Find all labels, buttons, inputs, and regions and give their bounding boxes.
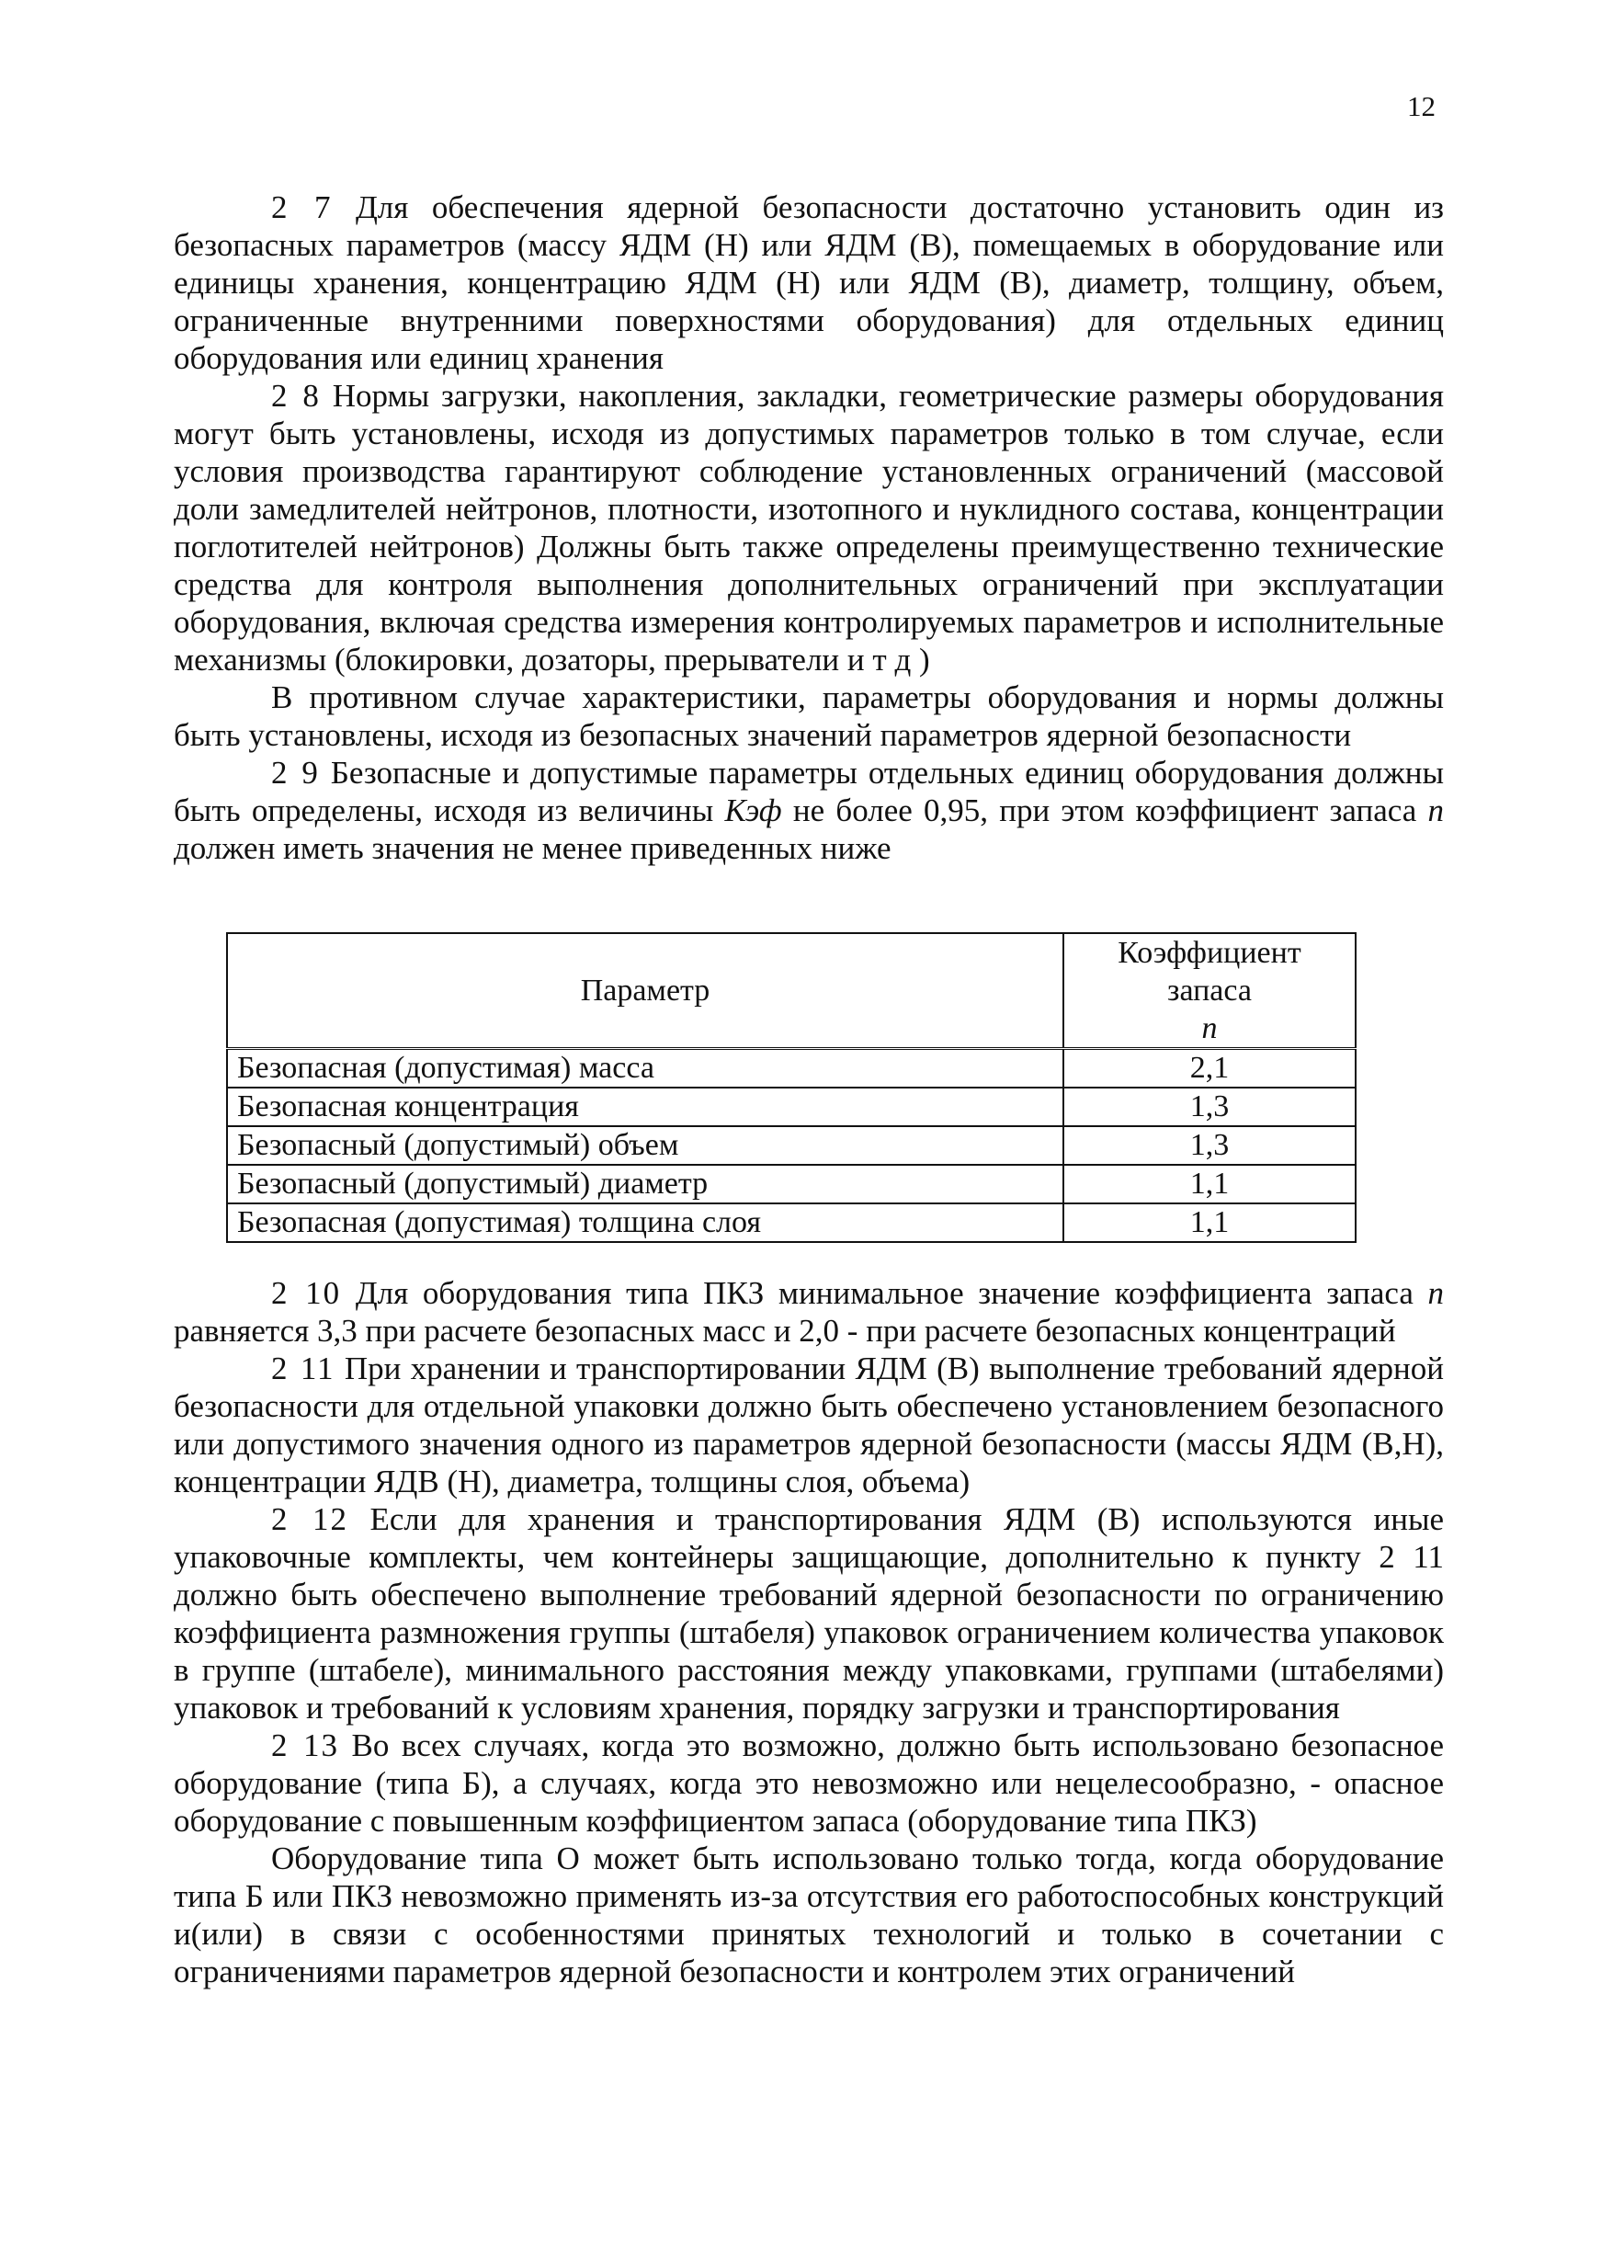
paragraph-2-9 xyxy=(174,754,1444,867)
paragraph-2-11 xyxy=(174,1350,1444,1500)
n-symbol: n xyxy=(1427,1275,1445,1311)
table-row xyxy=(227,1088,1356,1126)
table-cell-coefficient: 1,1 xyxy=(1063,1203,1356,1242)
table-row xyxy=(227,1049,1356,1088)
clause-number: 2 7 xyxy=(271,189,333,225)
paragraph-otherwise xyxy=(174,678,1444,754)
safety-coefficient-table xyxy=(226,932,1357,1243)
table-row xyxy=(227,1126,1356,1165)
paragraph-text: равняется 3,3 при расчете безопасных масс и 2,0 - при расчете безопасных концентраций xyxy=(174,1313,1396,1349)
paragraph-text: Во всех случаях, когда это возможно, должно быть использовано безопасное оборудование (типа Б), а случаях, когда это невозможно или нецелесообразно, - опасное оборудование с повышенным коэффициентом запаса (оборудование типа ПКЗ) xyxy=(174,1727,1445,1839)
paragraph-type-o xyxy=(174,1840,1444,1990)
clause-number: 2 11 xyxy=(271,1351,335,1386)
clause-number: 2 8 xyxy=(271,378,321,414)
paragraph-2-8 xyxy=(174,377,1444,678)
column-header-coefficient xyxy=(1063,933,1356,1049)
table-cell-coefficient: 1,3 xyxy=(1063,1088,1356,1126)
table-cell-coefficient: 2,1 xyxy=(1063,1049,1356,1088)
page-number: 12 xyxy=(1407,90,1436,122)
table-row xyxy=(227,1165,1356,1203)
header-coef-line2: запаса xyxy=(1167,974,1252,1008)
paragraph-text: При хранении и транспортировании ЯДМ (В) выполнение требований ядерной безопасности для отдельной упаковки должно быть обеспечено установлением безопасного или допустимого значения одного из параметров ядерной безопасности (массы ЯДМ (В,Н), концентрации ЯДВ (Н), диаметра, толщины слоя, объема) xyxy=(174,1351,1445,1499)
n-symbol: n xyxy=(1427,792,1445,828)
paragraph-text: Оборудование типа О может быть использовано только тогда, когда оборудование типа Б или ПКЗ невозможно применять из-за отсутствия его работоспособных конструкций и(или) в связи с особенностями принятых технологий и только в сочетании с ограничениями параметров ядерной безопасности и контролем этих ограничений xyxy=(174,1841,1444,1989)
column-header-parameter: Параметр xyxy=(227,933,1063,1049)
table-cell-parameter: Безопасная (допустимая) масса xyxy=(227,1049,1063,1088)
clause-number: 2 13 xyxy=(271,1727,340,1763)
k-eff-symbol: Кэф xyxy=(724,792,782,828)
header-coef-line1: Коэффициент xyxy=(1118,936,1301,970)
table-cell-coefficient: 1,3 xyxy=(1063,1126,1356,1165)
paragraph-text: Безопасные и допустимые параметры отдельных единиц оборудования должны быть определены, исходя из величины xyxy=(174,755,1445,828)
paragraph-2-12 xyxy=(174,1500,1444,1727)
clause-number: 2 10 xyxy=(271,1275,342,1311)
paragraph-2-13 xyxy=(174,1727,1444,1840)
paragraph-text: Если для хранения и транспортирования ЯДМ (В) используются иные упаковочные комплекты, чем контейнеры защищающие, дополнительно к пункту 2 11 должно быть обеспечено выполнение требований ядерной безопасности по ограничению коэффициента размножения группы (штабеля) упаковок ограничением количества упаковок в группе (штабеле), минимального расстояния между упаковками, группами (штабелями) упаковок и требований к условиям хранения, порядку загрузки и транспортирования xyxy=(174,1501,1444,1726)
text-block-top xyxy=(174,188,1444,867)
clause-number: 2 9 xyxy=(271,755,320,791)
table-cell-parameter: Безопасная концентрация xyxy=(227,1088,1063,1126)
paragraph-text: не более 0,95, при этом коэффициент запаса xyxy=(781,792,1428,828)
header-coef-symbol: n xyxy=(1201,1011,1218,1045)
paragraph-text: Для оборудования типа ПКЗ минимальное значение коэффициента запаса xyxy=(355,1275,1428,1311)
table-cell-parameter: Безопасная (допустимая) толщина слоя xyxy=(227,1203,1063,1242)
text-block-bottom xyxy=(174,1274,1444,1990)
table-row xyxy=(227,1203,1356,1242)
paragraph-text: должен иметь значения не менее приведенных ниже xyxy=(174,830,891,866)
table-cell-coefficient: 1,1 xyxy=(1063,1165,1356,1203)
table-cell-parameter: Безопасный (допустимый) диаметр xyxy=(227,1165,1063,1203)
paragraph-2-10 xyxy=(174,1274,1444,1350)
table-cell-parameter: Безопасный (допустимый) объем xyxy=(227,1126,1063,1165)
clause-number: 2 12 xyxy=(271,1501,348,1537)
paragraph-text: В противном случае характеристики, параметры оборудования и нормы должны быть установлены, исходя из безопасных значений параметров ядерной безопасности xyxy=(174,679,1444,753)
paragraph-text: Для обеспечения ядерной безопасности достаточно установить один из безопасных параметров (массу ЯДМ (Н) или ЯДМ (В), помещаемых в оборудование или единицы хранения, концентрацию ЯДМ (Н) или ЯДМ (В), диаметр, толщину, объем, ограниченные внутренними поверхностями оборудования) для отдельных единиц оборудования или единиц хранения xyxy=(174,189,1444,376)
paragraph-2-7 xyxy=(174,188,1444,377)
table-header-row xyxy=(227,933,1356,1049)
paragraph-text: Нормы загрузки, накопления, закладки, геометрические размеры оборудования могут быть установлены, исходя из допустимых параметров только в том случае, если условия производства гарантируют соблюдение установленных ограничений (массовой доли замедлителей нейтронов, плотности, изотопного и нуклидного состава, концентрации поглотителей нейтронов) Должны быть также определены преимущественно технические средства для контроля выполнения дополнительных ограничений при эксплуатации оборудования, включая средства измерения контролируемых параметров и исполнительные механизмы (блокировки, дозаторы, прерыватели и т д ) xyxy=(174,378,1445,678)
